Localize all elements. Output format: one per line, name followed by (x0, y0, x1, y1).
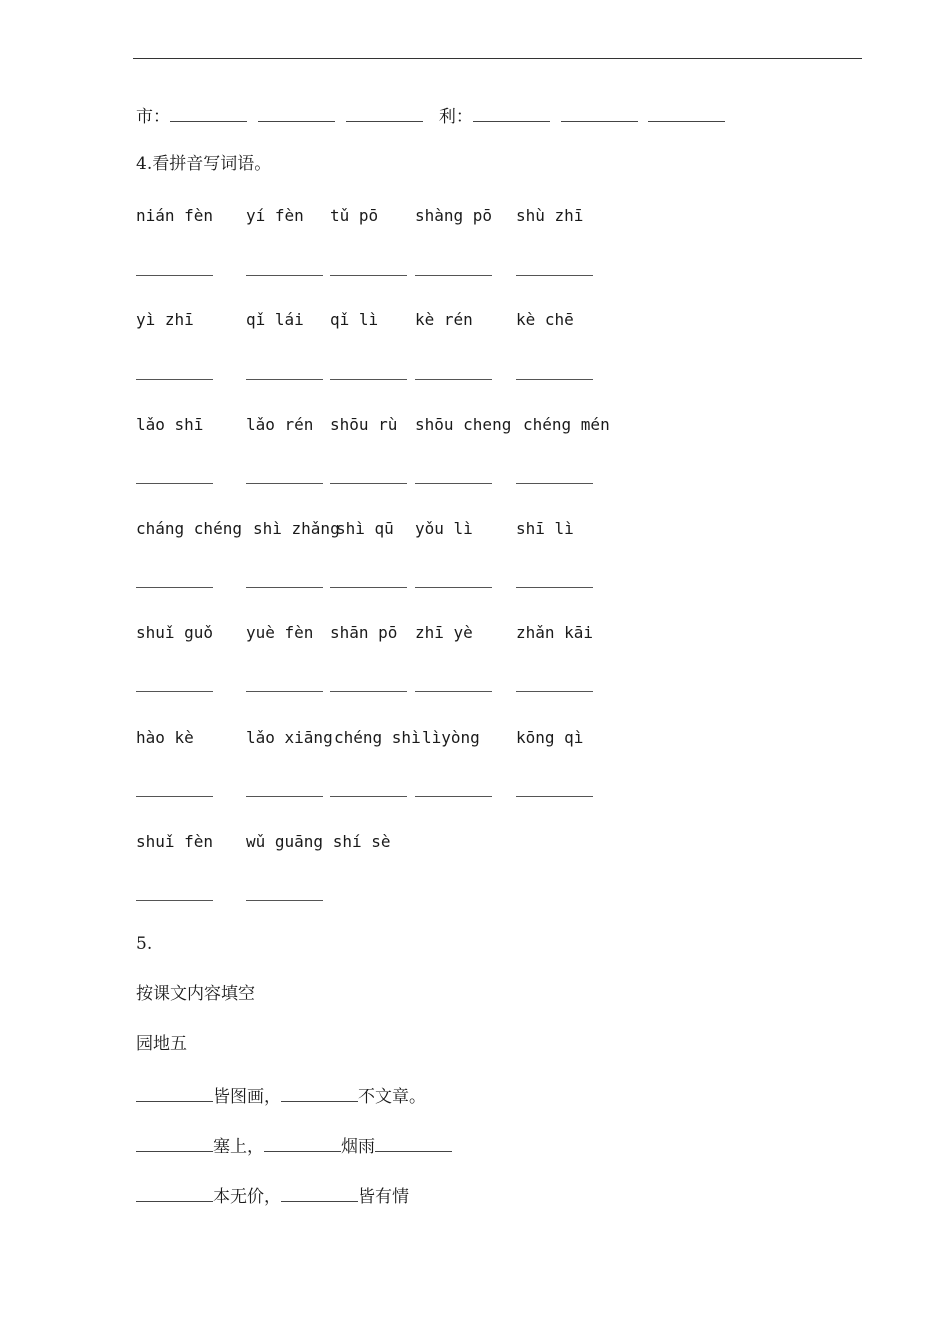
fill-line-shi-li (136, 104, 725, 127)
blank[interactable] (346, 104, 423, 122)
question-4-title: 4.看拼音写词语。 (136, 154, 272, 174)
pinyin-word: shuǐ guǒ (136, 623, 214, 642)
pinyin-word: hào kè (136, 728, 194, 747)
question-5-number: 5. (136, 934, 153, 954)
sentence-text: 本无价， (213, 1187, 281, 1207)
answer-blank[interactable] (136, 483, 213, 484)
blank[interactable] (136, 1134, 213, 1152)
pinyin-word: lǎo shī (136, 415, 204, 434)
pinyin-word: kè chē (516, 310, 574, 329)
answer-blank[interactable] (415, 796, 492, 797)
header-rule (133, 58, 862, 59)
answer-blank[interactable] (516, 587, 593, 588)
pinyin-word: lìyòng (422, 728, 480, 747)
answer-blank[interactable] (516, 483, 593, 484)
pinyin-word: shuǐ fèn (136, 832, 214, 851)
answer-blank[interactable] (516, 691, 593, 692)
pinyin-word: kè rén (415, 310, 473, 329)
blank[interactable] (375, 1134, 452, 1152)
answer-blank[interactable] (246, 275, 323, 276)
fill-sentence-1 (136, 1084, 426, 1107)
pinyin-word: lǎo xiāng (246, 728, 333, 747)
pinyin-word: zhī yè (415, 623, 473, 642)
blank[interactable] (281, 1084, 358, 1102)
blank[interactable] (281, 1184, 358, 1202)
pinyin-word: yǒu lì (415, 519, 473, 538)
pinyin-word: lǎo rén (246, 415, 314, 434)
answer-blank[interactable] (330, 483, 407, 484)
answer-blank[interactable] (330, 587, 407, 588)
answer-row-4 (0, 587, 950, 589)
answer-blank[interactable] (246, 691, 323, 692)
pinyin-word: shàng pō (415, 206, 493, 225)
pinyin-word: zhǎn kāi (516, 623, 594, 642)
pinyin-word: shì zhǎng (253, 519, 340, 538)
sentence-text: 不文章。 (358, 1087, 426, 1107)
answer-blank[interactable] (415, 587, 492, 588)
answer-blank[interactable] (415, 275, 492, 276)
pinyin-row-4 (0, 519, 950, 541)
pinyin-word: yí fèn (246, 206, 304, 225)
pinyin-word: kōng qì (516, 728, 584, 747)
label-li: 利： (438, 107, 473, 127)
pinyin-word: tǔ pō (330, 206, 379, 225)
answer-blank[interactable] (136, 900, 213, 901)
pinyin-word: shì qū (336, 519, 394, 538)
answer-row-6 (0, 796, 950, 798)
fill-sentence-3 (136, 1184, 409, 1207)
pinyin-word: wǔ guāng shí sè (246, 832, 391, 851)
answer-blank[interactable] (330, 275, 407, 276)
pinyin-word: nián fèn (136, 206, 214, 225)
answer-row-7 (0, 900, 950, 902)
pinyin-word: shù zhī (516, 206, 584, 225)
answer-row-1 (0, 275, 950, 277)
pinyin-word: qǐ lái (246, 310, 304, 329)
answer-blank[interactable] (246, 483, 323, 484)
answer-row-5 (0, 691, 950, 693)
answer-blank[interactable] (246, 379, 323, 380)
label-shi: 市： (136, 107, 170, 127)
blank[interactable] (648, 104, 725, 122)
pinyin-word: shōu rù (330, 415, 398, 434)
section-title: 园地五 (136, 1034, 187, 1054)
pinyin-word: yuè fèn (246, 623, 314, 642)
answer-blank[interactable] (136, 275, 213, 276)
answer-blank[interactable] (516, 379, 593, 380)
blank[interactable] (136, 1084, 213, 1102)
pinyin-word: cháng chéng (136, 519, 242, 538)
answer-blank[interactable] (136, 379, 213, 380)
question-5-instruction: 按课文内容填空 (136, 984, 255, 1004)
fill-sentence-2 (136, 1134, 452, 1157)
answer-blank[interactable] (415, 691, 492, 692)
pinyin-row-6 (0, 728, 950, 750)
blank[interactable] (136, 1184, 213, 1202)
pinyin-row-3 (0, 415, 950, 437)
answer-blank[interactable] (415, 379, 492, 380)
pinyin-word: yì zhī (136, 310, 194, 329)
pinyin-row-1 (0, 206, 950, 228)
pinyin-row-5 (0, 623, 950, 645)
pinyin-word: shān pō (330, 623, 398, 642)
answer-blank[interactable] (136, 796, 213, 797)
pinyin-row-2 (0, 310, 950, 332)
answer-blank[interactable] (246, 796, 323, 797)
sentence-text: 皆有情 (358, 1187, 409, 1207)
answer-blank[interactable] (516, 275, 593, 276)
blank[interactable] (264, 1134, 341, 1152)
sentence-text: 塞上， (213, 1137, 264, 1157)
answer-blank[interactable] (136, 587, 213, 588)
sentence-text: 烟雨 (341, 1137, 375, 1157)
sentence-text: 皆图画， (213, 1087, 281, 1107)
answer-blank[interactable] (516, 796, 593, 797)
answer-blank[interactable] (246, 587, 323, 588)
pinyin-word: shī lì (516, 519, 574, 538)
answer-blank[interactable] (330, 796, 407, 797)
answer-blank[interactable] (330, 379, 407, 380)
blank[interactable] (561, 104, 638, 122)
answer-blank[interactable] (330, 691, 407, 692)
blank[interactable] (170, 104, 247, 122)
answer-blank[interactable] (415, 483, 492, 484)
answer-row-3 (0, 483, 950, 485)
blank[interactable] (258, 104, 335, 122)
answer-blank[interactable] (246, 900, 323, 901)
blank[interactable] (473, 104, 550, 122)
pinyin-row-7 (0, 832, 950, 854)
answer-blank[interactable] (136, 691, 213, 692)
pinyin-word: chéng mén (523, 415, 610, 434)
answer-row-2 (0, 379, 950, 381)
pinyin-word: chéng shì (334, 728, 421, 747)
pinyin-word: qǐ lì (330, 310, 379, 329)
pinyin-word: shōu cheng (415, 415, 512, 434)
